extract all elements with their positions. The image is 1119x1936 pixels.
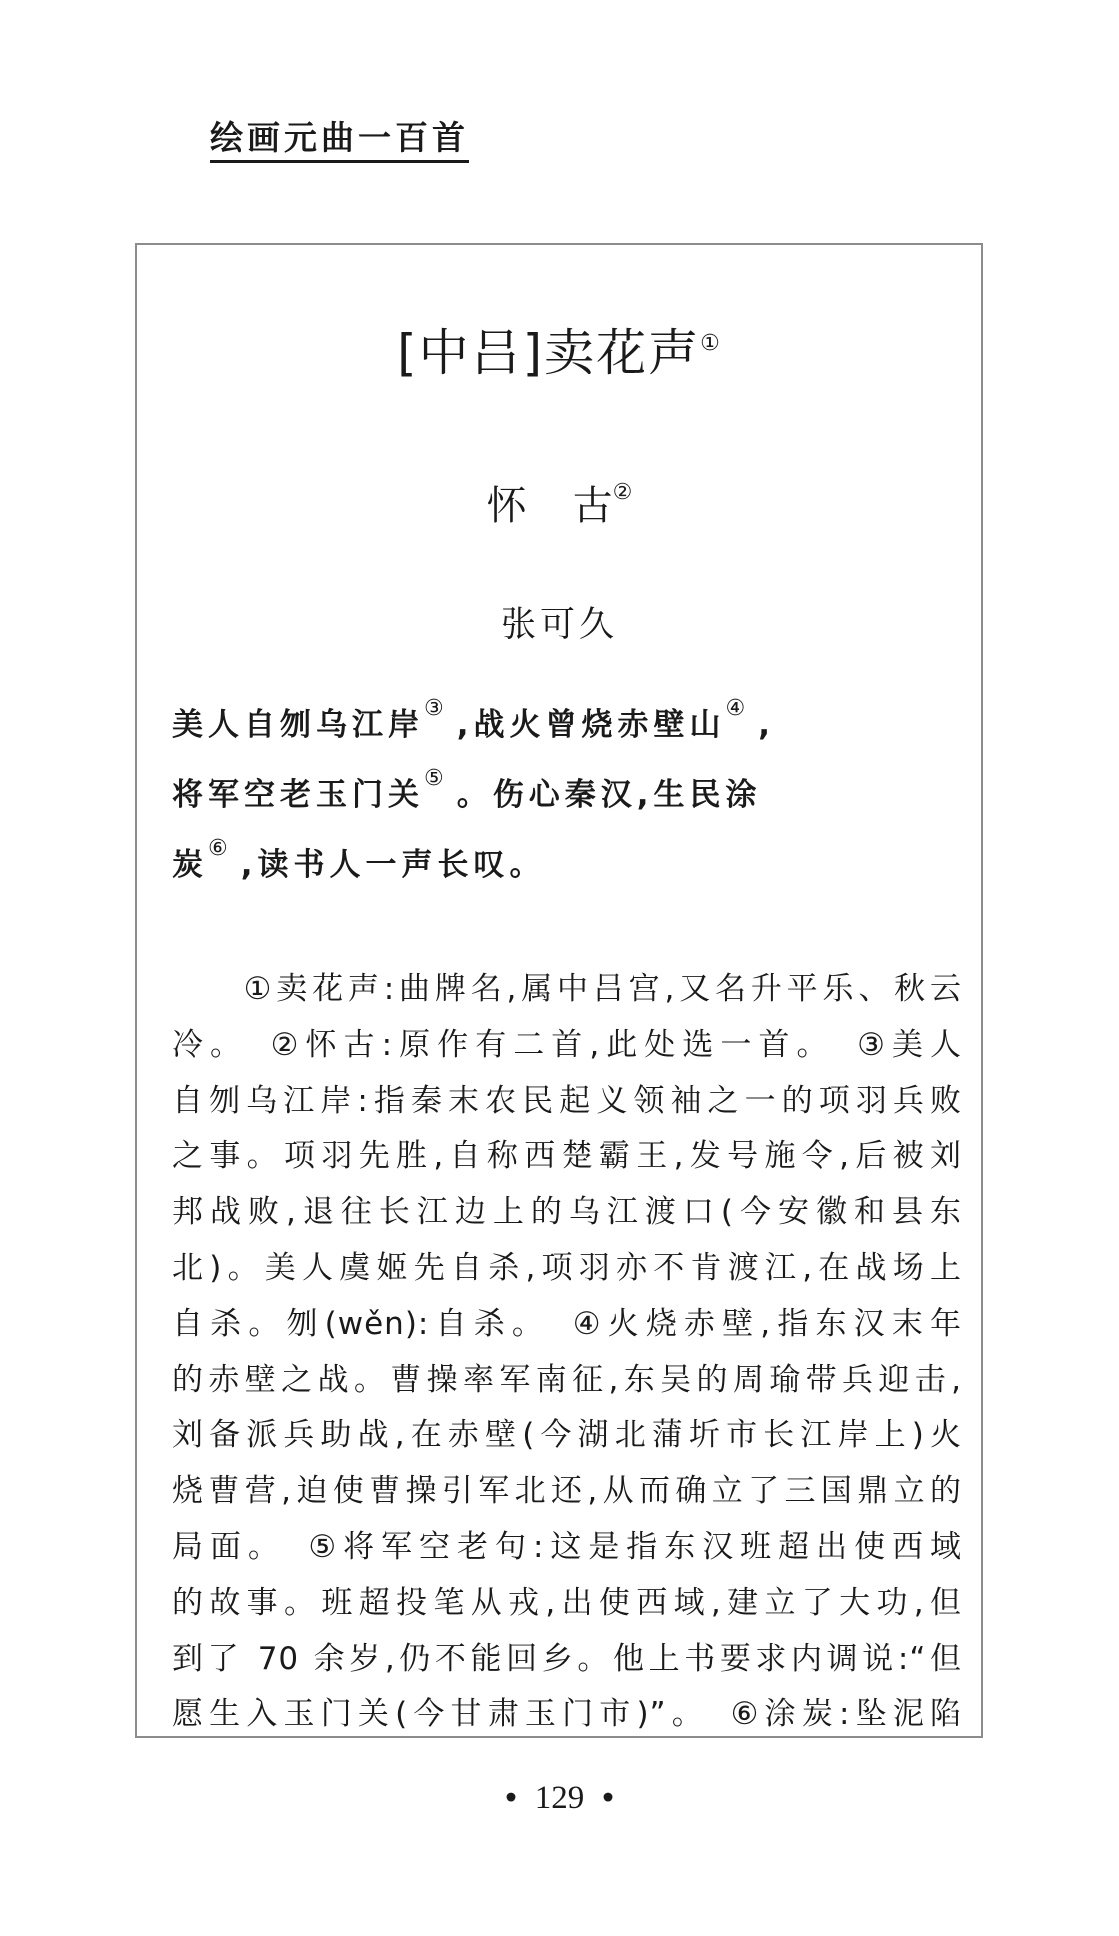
poem-text: 炭: [172, 847, 208, 883]
book-title-header: 绘画元曲一百首: [210, 118, 469, 163]
annotation-line: 之事。项羽先胜,自称西楚霸王,发号施令,后被刘: [172, 1138, 962, 1175]
annotation-line: 的故事。班超投笔从戎,出使西域,建立了大功,但: [172, 1584, 962, 1621]
annotation-line: 自刎乌江岸:指秦末农民起义领袖之一的项羽兵败: [172, 1082, 962, 1119]
footnote-marker-2: ②: [612, 480, 633, 505]
song-title-text: [中吕]卖花声: [397, 324, 701, 382]
song-title: [0, 323, 1119, 394]
annotation-line: ①卖花声:曲牌名,属中吕宫,又名升平乐、秋云: [172, 971, 962, 1007]
annotations: [172, 962, 962, 1743]
author-name: 张可久: [500, 605, 618, 645]
annotation-line: 的赤壁之战。曹操率军南征,东吴的周瑜带兵迎击,: [172, 1361, 962, 1398]
poem-text: ,战火曾烧赤壁山: [456, 707, 726, 743]
poem-line-3: [172, 832, 962, 902]
annotation-line: 刘备派兵助战,在赤壁(今湖北蒲圻市长江岸上)火: [172, 1417, 962, 1454]
poem-text: 。伤心秦汉,生民涂: [456, 777, 762, 813]
poem-line-2: [172, 762, 962, 832]
footnote-marker-3: ③: [424, 696, 449, 721]
poem-text: 将军空老玉门关: [172, 777, 424, 813]
annotation-line: 愿生入玉门关(今甘肃玉门市)”。 ⑥涂炭:坠泥陷: [172, 1696, 962, 1733]
poem-body: [172, 692, 962, 902]
subtitle-char-1: 怀: [486, 483, 527, 529]
subtitle-char-2: 古: [572, 483, 613, 529]
bullet-left: •: [505, 1780, 517, 1816]
footnote-marker-1: ①: [700, 331, 722, 356]
poem-text: ,读书人一声长叹。: [240, 847, 546, 883]
poem-line-1: [172, 692, 962, 762]
annotation-line: 到了 70 余岁,仍不能回乡。他上书要求内调说:“但: [172, 1640, 962, 1677]
annotation-line: 冷。 ②怀古:原作有二首,此处选一首。 ③美人: [172, 1026, 962, 1063]
poem-subtitle: [0, 480, 1119, 539]
bullet-right: •: [602, 1780, 614, 1816]
footnote-marker-6: ⑥: [208, 836, 233, 861]
poem-text: 美人自刎乌江岸: [172, 707, 424, 743]
footnote-marker-5: ⑤: [424, 766, 449, 791]
page-footer: [0, 1778, 1119, 1818]
footnote-marker-4: ④: [725, 696, 751, 721]
annotation-line: 邦战败,退往长江边上的乌江渡口(今安徽和县东: [172, 1194, 962, 1231]
annotation-line: 局面。 ⑤将军空老句:这是指东汉班超出使西域: [172, 1528, 962, 1565]
annotation-line: 烧曹营,迫使曹操引军北还,从而确立了三国鼎立的: [172, 1473, 962, 1510]
poem-text: ,: [758, 707, 776, 743]
page-number: 129: [534, 1780, 585, 1816]
annotation-line: 北)。美人虞姬先自杀,项羽亦不肯渡江,在战场上: [172, 1249, 962, 1286]
annotation-line: 自杀。刎(wěn):自杀。 ④火烧赤壁,指东汉末年: [172, 1305, 962, 1342]
